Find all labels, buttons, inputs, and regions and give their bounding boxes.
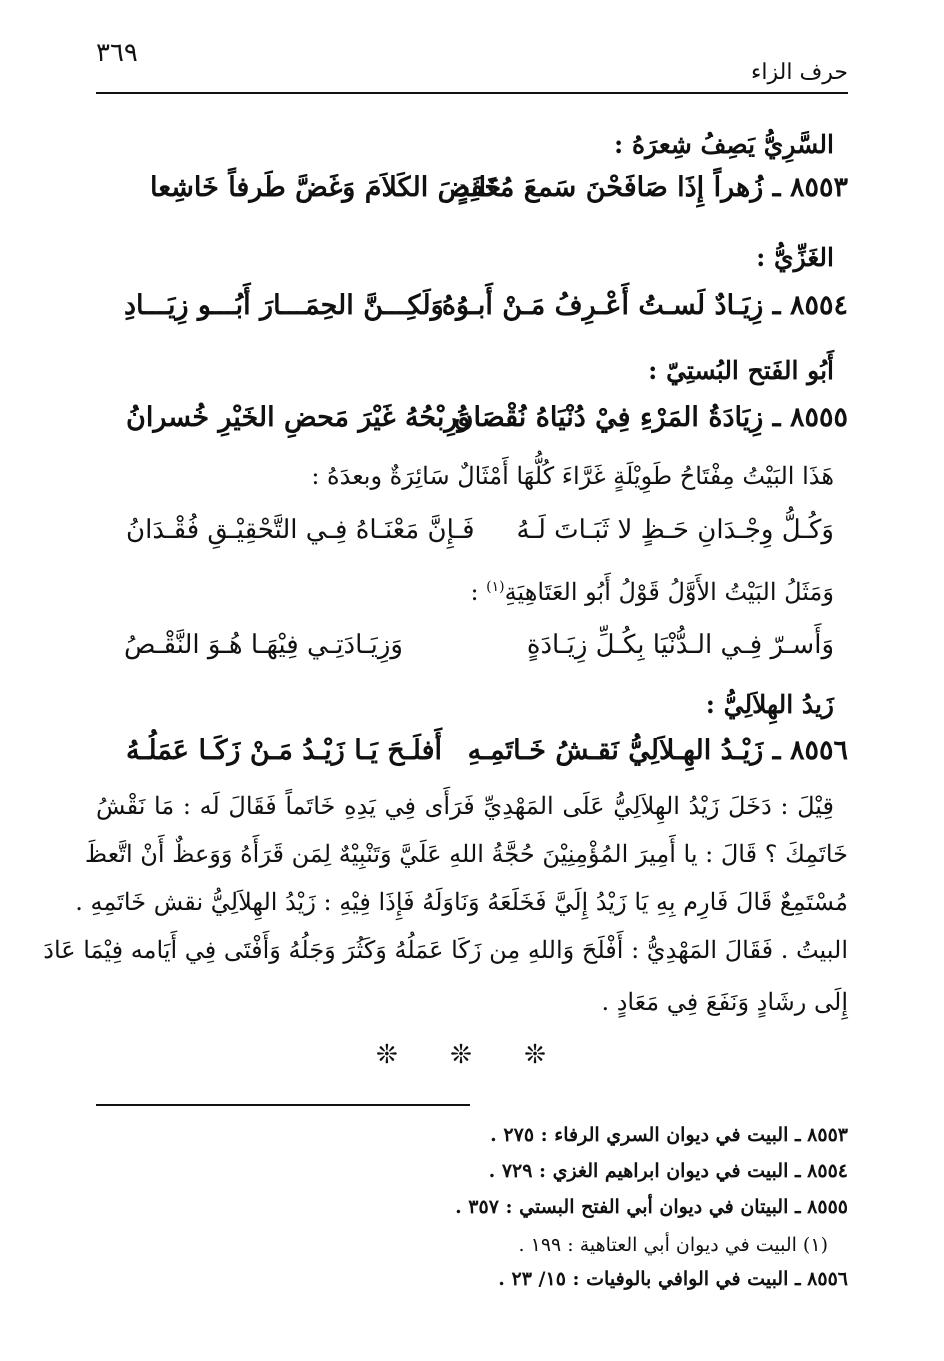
second-hemistich: وَرِبْحُهُ غَيْرَ مَحضِ الخَيْرِ خُسرانُ — [126, 402, 471, 433]
commentary-intro: هَذَا البَيْتُ مِفْتَاحُ طَوِيْلَةٍ غَرَّاءَ كُلُّهَا أَمْثَالٌ سَائِرَةٌ وبعدَهُ : — [311, 462, 834, 490]
verse-number-and-first-hemistich — [468, 735, 848, 766]
verse-number: ٨٥٥٤ ـ — [772, 290, 848, 321]
footnote: (١) البيت في ديوان أبي العتاهية : ١٩٩ . — [518, 1234, 828, 1256]
first-hemistich: زِيَـادٌ لَسـتُ أَعْـرِفُ مَـنْ أَبـوُهُ — [441, 290, 764, 321]
footnote: ٨٥٥٣ ـ البيت في ديوان السري الرفاء : ٢٧٥ . — [490, 1124, 848, 1146]
commentary-verse-first: وَكُـلُّ وِجْـدَانِ حَـظٍ لا ثَبَـاتَ لَـهُ — [516, 515, 834, 545]
verse-number: ٨٥٥٦ ـ — [772, 735, 848, 766]
narrative-line: خَاتَمِكَ ؟ قَالَ : يا أَمِيرَ المُؤْمِنِيْنَ حُجَّةُ اللهِ عَلَيَّ وَتَنْبِيْهٌ لِمَن قَرَأَهُ وَوَعظٌ أَنْ اتَّعظَ — [84, 840, 848, 868]
entry-heading: أَبُو الفَتح البُستِيّ : — [648, 356, 834, 385]
narrative-line: إِلَى رشَادٍ وَنَفَعَ فِي مَعَادٍ . — [601, 988, 848, 1016]
first-hemistich: زَيْـدُ الهِـلاَلِيُّ نَقـشُ خَـاتَمِـهِ — [467, 735, 764, 766]
page-number: ٣٦٩ — [96, 38, 138, 68]
commentary-intro-2: وَمَثَلُ البَيْتُ الأَوَّلُ قَوْلُ أَبُو العَتَاهِيَةِ$^{(١)}$ : — [470, 578, 834, 606]
header-rule — [96, 92, 848, 94]
entry-heading: زَيدُ الهِلاَلِيُّ : — [705, 690, 834, 719]
footnote-rule — [96, 1104, 470, 1106]
footnote: ٨٥٥٦ ـ البيت في الوافي بالوفيات : ١٥/ ٢٣ . — [498, 1268, 848, 1290]
narrative-line: البيتُ . فَقَالَ المَهْدِيُّ : أَفْلَحَ وَاللهِ مِن زَكَا عَمَلُهُ وَكَثُرَ وَجَلُهُ وَأَفْتَى فِي أَيَامه فِيْمَا عَادَ — [43, 936, 848, 964]
second-hemistich: خَفَضَ الكَلاَمَ وَغَضَّ طَرفاً خَاشِعا — [150, 172, 502, 203]
entry-heading: السَّرِيُّ يَصِفُ شِعرَهُ : — [614, 130, 834, 159]
narrative-line: قِيْلَ : دَخَلَ زَيْدُ الهِلاَلِيُّ عَلَى المَهْدِيِّ فَرَأَى فِي يَدِهِ خَاتَماً فَقَالَ لَه : مَا نَقْشُ — [96, 792, 834, 820]
first-hemistich: زُهراً إِذَا صَافَحْنَ سَمعَ مُعَانِدٍ — [456, 172, 764, 203]
entry-heading: الغَزِّيُّ : — [756, 243, 834, 272]
narrative-line: مُسْتَمِعٌ قَالَ فَارِم بِهِ يَا زَيْدُ إِلَيَّ فَخَلَعَهُ وَنَاوَلَهُ فَإِذَا فِيْهِ : زَيْدُ الهِلاَلِيُّ نقش خَاتَمِهِ . — [75, 888, 848, 916]
second-hemistich: أَفلَـحَ يَـا زَيْـدُ مَـنْ زَكَـا عَمَلُـهُ — [126, 735, 442, 766]
commentary-verse-second: وَزِيَـادَتِـي فِيْهَـا هُـوَ النَّقْـصُ — [124, 630, 403, 660]
verse-number-and-first-hemistich — [442, 290, 848, 321]
verse-number-and-first-hemistich — [454, 402, 848, 433]
verse-number: ٨٥٥٣ ـ — [772, 172, 848, 203]
verse-number-and-first-hemistich — [457, 172, 848, 203]
footnote: ٨٥٥٥ ـ البيتان في ديوان أبي الفتح البستي : ٣٥٧ . — [455, 1196, 848, 1218]
commentary-verse-second: فَـإِنَّ مَعْنَـاهُ فِـي التَّحْقِيْـقِ فُقْـدَانُ — [126, 515, 475, 545]
second-hemistich: وَلَكِـــنَّ الحِمَـــارَ أَبُـــو زِيَـــادِ — [124, 290, 444, 321]
footnote: ٨٥٥٤ ـ البيت في ديوان ابراهيم الغزي : ٧٢٩ . — [488, 1160, 848, 1182]
verse-number: ٨٥٥٥ ـ — [772, 402, 848, 433]
chapter-title: حرف الزاء — [751, 60, 848, 85]
footnote-marker: (١) — [486, 579, 505, 595]
section-separator: ❊ ❊ ❊ — [376, 1040, 568, 1070]
first-hemistich: زِيَادَةُ المَرْءِ فِيْ دُنْيَاهُ نُقْصَانُ — [453, 402, 764, 433]
commentary-verse-first: وَأَسـرّ فِـي الـدُّنْيَا بِكُـلِّ زِيَـادَةٍ — [526, 630, 834, 660]
